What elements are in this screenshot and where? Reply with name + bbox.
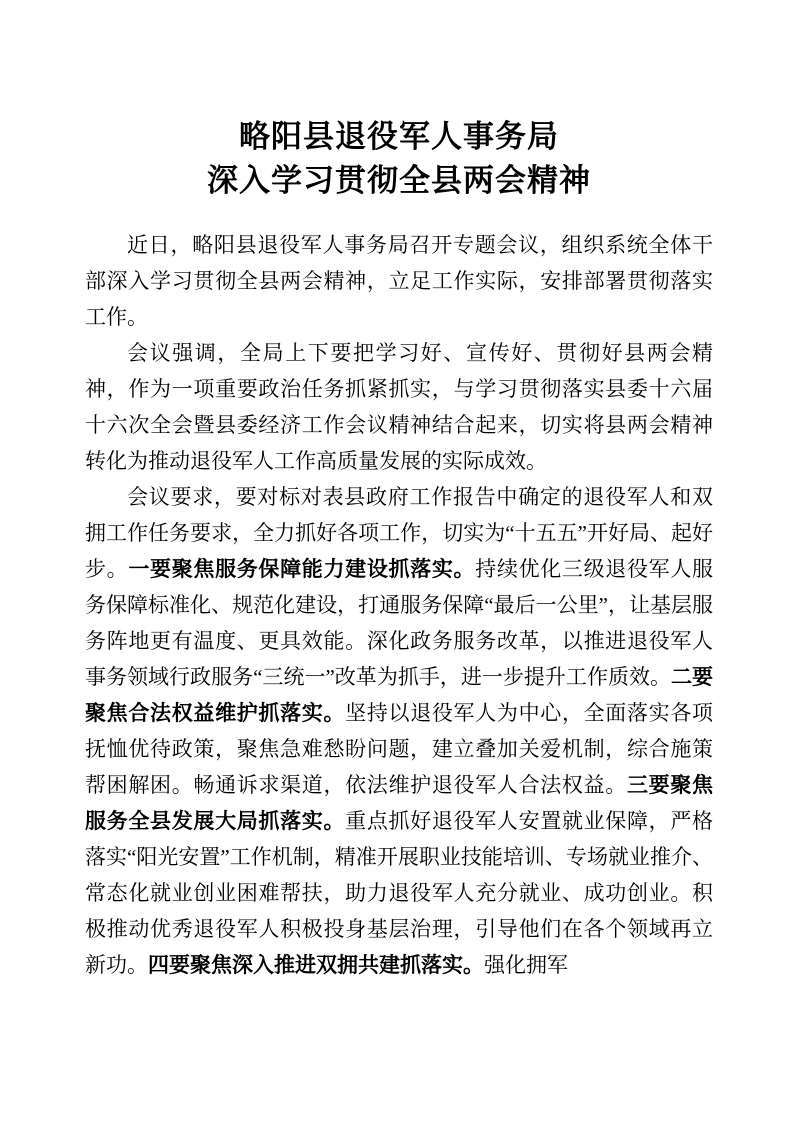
text-run: 强化拥军 [484, 953, 568, 977]
emphasis-run: 一要聚焦服务保障能力建设抓落实。 [128, 557, 476, 581]
text-run: 持续优化三级退役军人服务保障标准化、规范化建设，打通服务保障“最后一公里”，让基层服务阵地更有温度、更具效能。深化政务服务改革，以推进退役军人事务领域行政服务“三统一”改革为抓手，进一步提升工作质效。 [85, 557, 714, 689]
text-run: 坚持以退役军人为中心，全面落实各项抚恤优待政策，聚焦急难愁盼问题，建立叠加关爱机制，综合施策帮困解困。畅通诉求渠道，依法维护退役军人合法权益。 [85, 701, 714, 797]
text-run: 重点抓好退役军人安置就业保障，严格落实“阳光安置”工作机制，精准开展职业技能培训、专场就业推介、常态化就业创业困难帮扶，助力退役军人充分就业、成功创业。积极推动优秀退役军人积极投身基层治理，引导他们在各个领域再立新功。 [85, 809, 714, 977]
text-run: 近日，略阳县退役军人事务局召开专题会议，组织系统全体干部深入学习贯彻全县两会精神，立足工作实际，安排部署贯彻落实工作。 [85, 233, 713, 329]
paragraph [85, 335, 713, 479]
document-content [85, 115, 713, 983]
emphasis-run: 三要聚焦服务全县发展大局抓落实。 [85, 773, 714, 833]
title-line-1: 略阳县退役军人事务局 [239, 119, 559, 154]
document-body [85, 227, 713, 983]
paragraph [85, 479, 713, 983]
text-run: 会议要求，要对标对表县政府工作报告中确定的退役军人和双拥工作任务要求，全力抓好各项工作，切实为“十五五”开好局、起好步。 [85, 485, 713, 581]
text-run: 会议强调，全局上下要把学习好、宣传好、贯彻好县两会精神，作为一项重要政治任务抓紧抓实，与学习贯彻落实县委十六届十六次全会暨县委经济工作会议精神结合起来，切实将县两会精神转化为推动退役军人工作高质量发展的实际成效。 [85, 341, 713, 473]
document-title [85, 115, 713, 203]
emphasis-run: 二要聚焦合法权益维护抓落实。 [85, 665, 714, 725]
emphasis-run: 四要聚焦深入推进双拥共建抓落实。 [148, 953, 484, 977]
paragraph [85, 227, 713, 335]
title-line-2: 深入学习贯彻全县两会精神 [207, 163, 591, 198]
